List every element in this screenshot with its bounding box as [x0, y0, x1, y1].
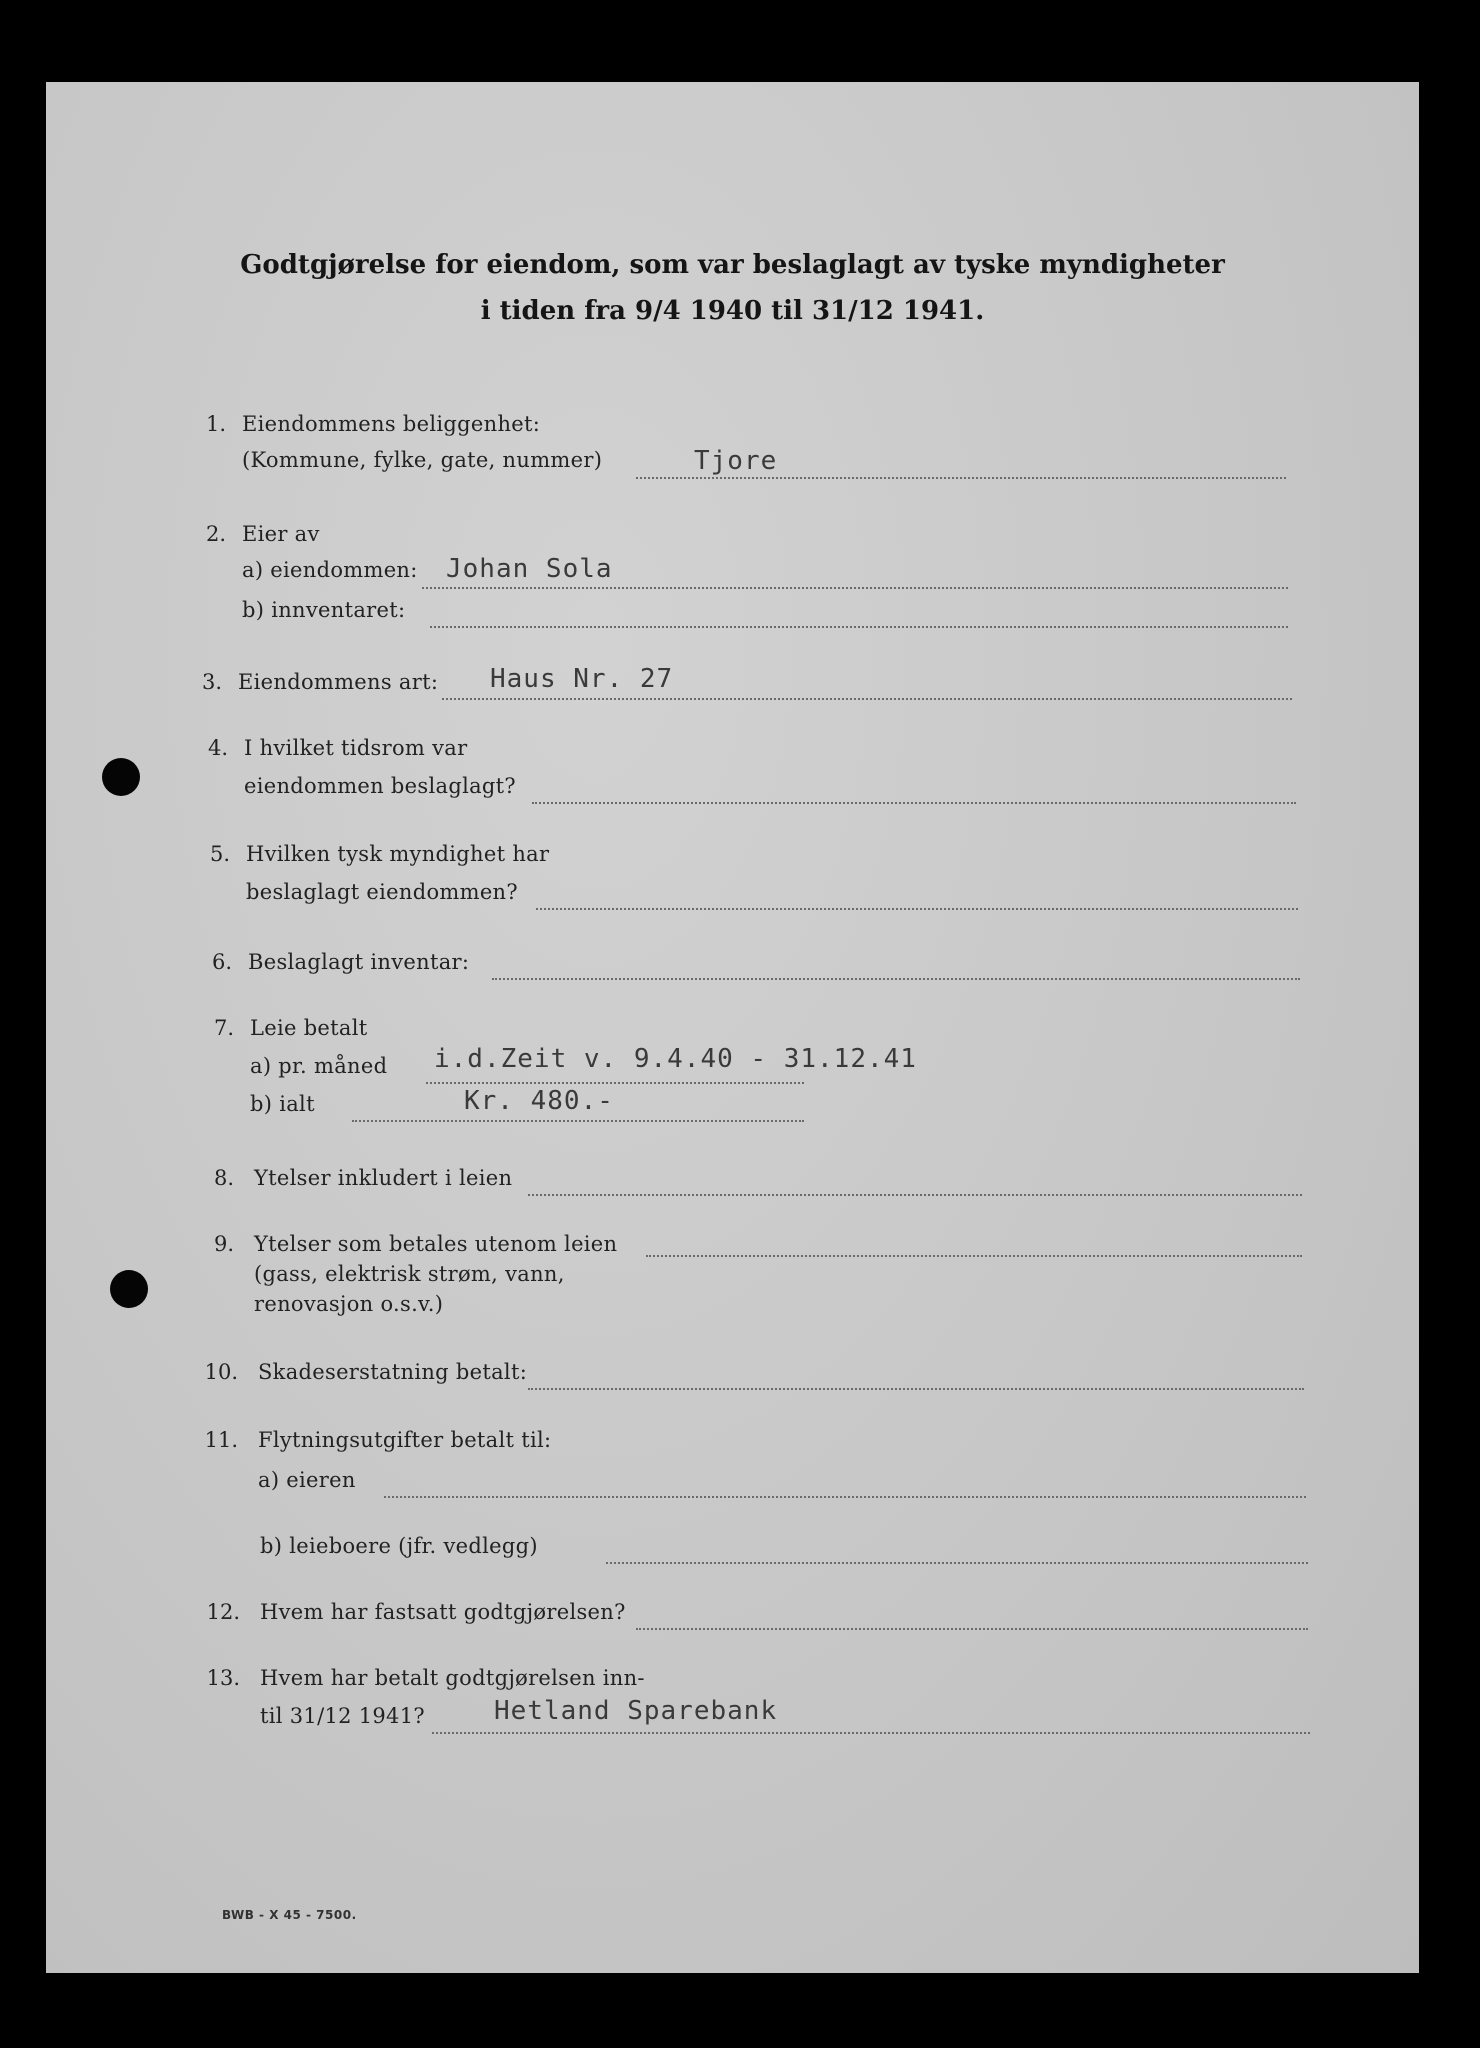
item-label: Hvilken tysk myndighet har	[246, 842, 550, 866]
item-label: Hvem har betalt godtgjørelsen inn-	[260, 1666, 645, 1690]
item-label: Flytningsutgifter betalt til:	[258, 1428, 552, 1452]
item-sublabel-b: b) leieboere (jfr. vedlegg)	[260, 1534, 538, 1558]
item-number: 5.	[209, 842, 230, 866]
answer-line[interactable]	[442, 698, 1292, 700]
item-label: I hvilket tidsrom var	[244, 736, 468, 760]
answer-line[interactable]	[532, 802, 1296, 804]
item-sublabel-a: a) eiendommen:	[242, 558, 418, 582]
answer-text-b: Kr. 480.-	[464, 1086, 614, 1116]
form-title	[46, 242, 1419, 334]
item-sublabel-b: b) innventaret:	[242, 598, 406, 622]
item-sublabel: (Kommune, fylke, gate, nummer)	[242, 448, 603, 472]
item-number: 13.	[206, 1666, 240, 1690]
answer-line[interactable]	[432, 1732, 1310, 1734]
answer-line[interactable]	[492, 978, 1300, 980]
answer-text-a: Johan Sola	[446, 554, 613, 584]
item-sublabel: renovasjon o.s.v.)	[254, 1292, 444, 1316]
answer-line[interactable]	[528, 1388, 1304, 1390]
punch-hole-bottom	[110, 1270, 148, 1308]
title-line-1: Godtgjørelse for eiendom, som var beslaglagt av tyske myndigheter	[240, 250, 1225, 280]
item-number: 3.	[201, 670, 222, 694]
answer-line-b[interactable]	[606, 1562, 1308, 1564]
answer-line[interactable]	[646, 1255, 1302, 1257]
item-number: 2.	[205, 522, 226, 546]
answer-line[interactable]	[636, 1628, 1308, 1630]
answer-line-b[interactable]	[352, 1120, 804, 1122]
answer-text-a: i.d.Zeit v. 9.4.40 - 31.12.41	[434, 1044, 917, 1074]
item-number: 6.	[211, 950, 232, 974]
item-label: Eiendommens beliggenhet:	[242, 412, 541, 436]
item-number: 10.	[204, 1360, 238, 1384]
item-sublabel: til 31/12 1941?	[260, 1704, 425, 1728]
item-label: Hvem har fastsatt godtgjørelsen?	[260, 1600, 626, 1624]
item-sublabel: eiendommen beslaglagt?	[244, 774, 516, 798]
item-label: Beslaglagt inventar:	[248, 950, 470, 974]
form-footer-code: BWB - X 45 - 7500.	[222, 1908, 357, 1922]
item-number: 11.	[204, 1428, 238, 1452]
title-line-2: i tiden fra 9/4 1940 til 31/12 1941.	[480, 296, 985, 326]
item-label: Skadeserstatning betalt:	[258, 1360, 528, 1384]
item-number: 8.	[213, 1166, 234, 1190]
item-label: Eier av	[242, 522, 320, 546]
item-sublabel: (gass, elektrisk strøm, vann,	[254, 1262, 565, 1286]
item-label: Eiendommens art:	[238, 670, 439, 694]
answer-line[interactable]	[528, 1194, 1302, 1196]
answer-text: Hetland Sparebank	[494, 1696, 778, 1726]
answer-line[interactable]	[536, 908, 1298, 910]
item-label: Leie betalt	[250, 1016, 368, 1040]
item-number: 12.	[206, 1600, 240, 1624]
answer-text: Tjore	[694, 446, 778, 476]
item-sublabel-a: a) pr. måned	[250, 1054, 388, 1078]
punch-hole-top	[102, 758, 140, 796]
answer-line-a[interactable]	[422, 587, 1288, 589]
item-label: Ytelser inkludert i leien	[254, 1166, 513, 1190]
item-number: 1.	[205, 412, 226, 436]
item-sublabel: beslaglagt eiendommen?	[246, 880, 518, 904]
answer-line-a[interactable]	[426, 1082, 804, 1084]
answer-line-b[interactable]	[430, 626, 1288, 628]
item-sublabel-b: b) ialt	[250, 1092, 315, 1116]
item-sublabel-a: a) eieren	[258, 1468, 356, 1492]
form-sheet	[46, 82, 1419, 1973]
item-number: 7.	[213, 1016, 234, 1040]
item-number: 4.	[207, 736, 228, 760]
answer-line[interactable]	[636, 477, 1286, 479]
item-number: 9.	[213, 1232, 234, 1256]
answer-line-a[interactable]	[384, 1496, 1306, 1498]
item-label: Ytelser som betales utenom leien	[254, 1232, 618, 1256]
answer-text: Haus Nr. 27	[490, 664, 674, 694]
